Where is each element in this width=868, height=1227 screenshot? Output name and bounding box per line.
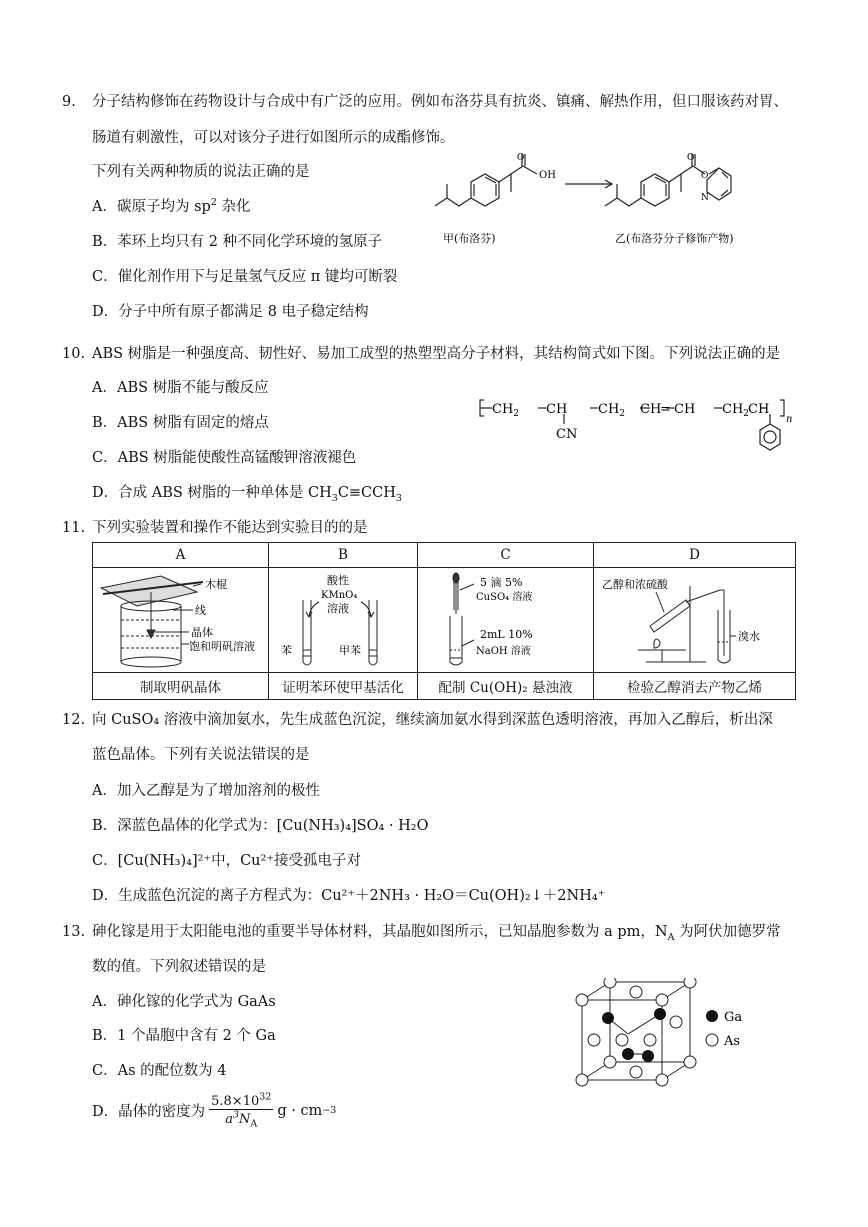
q13-stem-line2: 数的值。下列叙述错误的是 (92, 959, 266, 975)
q9-stem-line3: 下列有关两种物质的说法正确的是 (92, 164, 310, 180)
q10-abs-structure (478, 392, 798, 467)
label-wooden-stick: 木棍 (205, 578, 227, 591)
q11-experiment-table (92, 542, 796, 700)
svg-text:CH: CH (640, 402, 662, 417)
label-kmno4: KMnO₄ (321, 590, 358, 601)
q10-phenyl-ring (760, 424, 780, 450)
label-cuso4: CuSO₄ 溶液 (476, 592, 533, 603)
q9-stem-line1: 9. 分子结构修饰在药物设计与合成中有广泛的应用。例如布洛芬具有抗炎、镇痛、解热作用，但口服该药对胃、 (62, 94, 788, 110)
legend-ga-marker (706, 1010, 718, 1022)
q10-option-a[interactable]: A．ABS 树脂不能与酸反应 (92, 380, 269, 396)
q9-option-d[interactable]: D．分子中所有原子都满足 8 电子稳定结构 (92, 304, 369, 320)
q9-option-c[interactable]: C．催化剂作用下与足量氢气反应 π 键均可断裂 (92, 269, 398, 285)
apparatus-a (93, 568, 269, 673)
apparatus-d (594, 568, 796, 673)
q9-isobutyl-chain-jia (435, 198, 471, 206)
legend-as-label: As (724, 1034, 741, 1049)
svg-text:CH: CH (748, 402, 770, 417)
ethylene-detection-apparatus (594, 570, 770, 670)
label-2ml: 2mL 10% (480, 628, 533, 641)
q10-option-c[interactable]: C．ABS 树脂能使酸性高锰酸钾溶液褪色 (92, 450, 357, 466)
cuoh2-preparation-apparatus (418, 570, 593, 670)
q10-option-d[interactable]: D．合成 ABS 树脂的一种单体是 $CH_3C\equiv CCH_3$ (92, 485, 402, 504)
gaas-unit-cell (570, 978, 770, 1088)
header-b: B (269, 543, 418, 568)
q9-label-jia: 甲(布洛芬) (443, 232, 496, 245)
q9-number: 9. (62, 94, 76, 110)
label-5-drops: 5 滴 5% (480, 576, 523, 589)
q9-benzene-ring-yi (641, 174, 669, 206)
svg-text:O: O (517, 153, 525, 163)
q13-option-a[interactable]: A．砷化镓的化学式为 GaAs (92, 994, 276, 1010)
q12-option-c[interactable]: C．[Cu(NH₃)₄]²⁺中，Cu²⁺接受孤电子对 (92, 853, 361, 869)
apparatus-b (269, 568, 418, 673)
label-alum-solution: 饱和明矾溶液 (189, 640, 255, 653)
svg-text:CH2: $CH_2$ (492, 402, 520, 419)
q9-option-b[interactable]: B．苯环上均只有 2 种不同化学环境的氢原子 (92, 234, 383, 250)
svg-text:CH2: $CH_2$ (598, 402, 626, 419)
caption-d: 检验乙醇消去产物乙烯 (594, 673, 796, 700)
crystal-growth-apparatus (93, 570, 267, 670)
q10-option-b[interactable]: B．ABS 树脂有固定的熔点 (92, 415, 269, 431)
label-ethanol-sulfuric-acid: 乙醇和浓硫酸 (602, 578, 668, 591)
header-d: D (594, 543, 796, 568)
q10-right-bracket (780, 400, 784, 416)
caption-a: 制取明矾晶体 (93, 673, 269, 700)
q10-n-subscript: n (786, 414, 793, 425)
q12-option-d[interactable]: D．生成蓝色沉淀的离子方程式为：Cu²⁺＋2NH₃ · H₂O＝Cu(OH)₂↓＋2NH₄⁺ (92, 888, 606, 904)
q13-stem-line1: 13. 砷化镓是用于太阳能电池的重要半导体材料，其晶胞如图所示，已知晶胞参数为 a pm，$N_A$ 为阿伏加德罗常 (62, 924, 781, 943)
q12-option-a[interactable]: A．加入乙醇是为了增加溶剂的极性 (92, 783, 320, 799)
svg-text:=: = (660, 402, 671, 417)
svg-text:CH: CH (546, 402, 568, 417)
label-naoh: NaOH 溶液 (476, 646, 531, 657)
q9-benzene-ring-jia (471, 174, 499, 206)
q12-stem-line1: 12. 向 CuSO₄ 溶液中滴加氨水，先生成蓝色沉淀，继续滴加氨水得到深蓝色透明溶液，再加入乙醇后，析出深 (62, 712, 773, 728)
header-c: C (418, 543, 594, 568)
svg-text:O: O (701, 171, 709, 181)
svg-text:O: O (687, 153, 695, 163)
svg-text:CH: CH (674, 402, 696, 417)
label-solution: 溶液 (327, 602, 349, 615)
q11-stem: 11. 下列实验装置和操作不能达到实验目的的是 (62, 520, 368, 536)
q9-oh-label: OH (539, 170, 556, 181)
label-acidic: 酸性 (327, 574, 349, 587)
q12-stem-line2: 蓝色晶体。下列有关说法错误的是 (92, 747, 310, 763)
q9-label-yi: 乙(布洛芬分子修饰产物) (615, 232, 734, 245)
density-fraction: $5.8\times 10^{32}$ $a^3N_A$ (211, 1091, 272, 1130)
svg-text:CH2: $CH_2$ (722, 402, 750, 419)
kmno4-test-apparatus (269, 570, 417, 670)
table-header-row (93, 543, 796, 568)
q9-stem-line2: 肠道有刺激性，可以对该分子进行如图所示的成酯修饰。 (92, 130, 455, 146)
caption-c: 配制 Cu(OH)₂ 悬浊液 (418, 673, 594, 700)
table-image-row (93, 568, 796, 673)
q13-option-c[interactable]: C．As 的配位数为 4 (92, 1063, 227, 1079)
q11-number: 11. (62, 520, 86, 536)
label-bromine-water: 溴水 (738, 630, 760, 643)
q9-option-a[interactable]: A．碳原子均为 $sp^2$ 杂化 (92, 197, 251, 215)
q10-stem: 10. ABS 树脂是一种强度高、韧性好、易加工成型的热塑型高分子材料，其结构简式如下图。下列说法正确的是 (62, 346, 781, 362)
label-benzene: 苯 (281, 644, 292, 657)
q9-ibuprofen-scheme (425, 150, 795, 250)
label-crystal: 晶体 (191, 626, 213, 639)
label-thread: 线 (195, 604, 206, 617)
q9-n-label: N (701, 193, 709, 203)
table-caption-row (93, 673, 796, 700)
caption-b: 证明苯环使甲基活化 (269, 673, 418, 700)
q13-option-d[interactable]: D．晶体的密度为 $5.8\times 10^{32}$ $a^3N_A$ g · cm −3 (92, 1091, 337, 1130)
apparatus-c (418, 568, 594, 673)
legend-as-marker (706, 1034, 718, 1046)
q13-number: 13. (62, 924, 86, 940)
header-a: A (93, 543, 269, 568)
q10-cn-label: CN (556, 427, 578, 442)
q12-number: 12. (62, 712, 86, 728)
q13-option-b[interactable]: B．1 个晶胞中含有 2 个 Ga (92, 1028, 276, 1044)
q12-option-b[interactable]: B．深蓝色晶体的化学式为：[Cu(NH₃)₄]SO₄ · H₂O (92, 818, 429, 834)
legend-ga-label: Ga (724, 1010, 743, 1025)
label-toluene: 甲苯 (339, 644, 361, 657)
q10-number: 10. (62, 346, 86, 362)
